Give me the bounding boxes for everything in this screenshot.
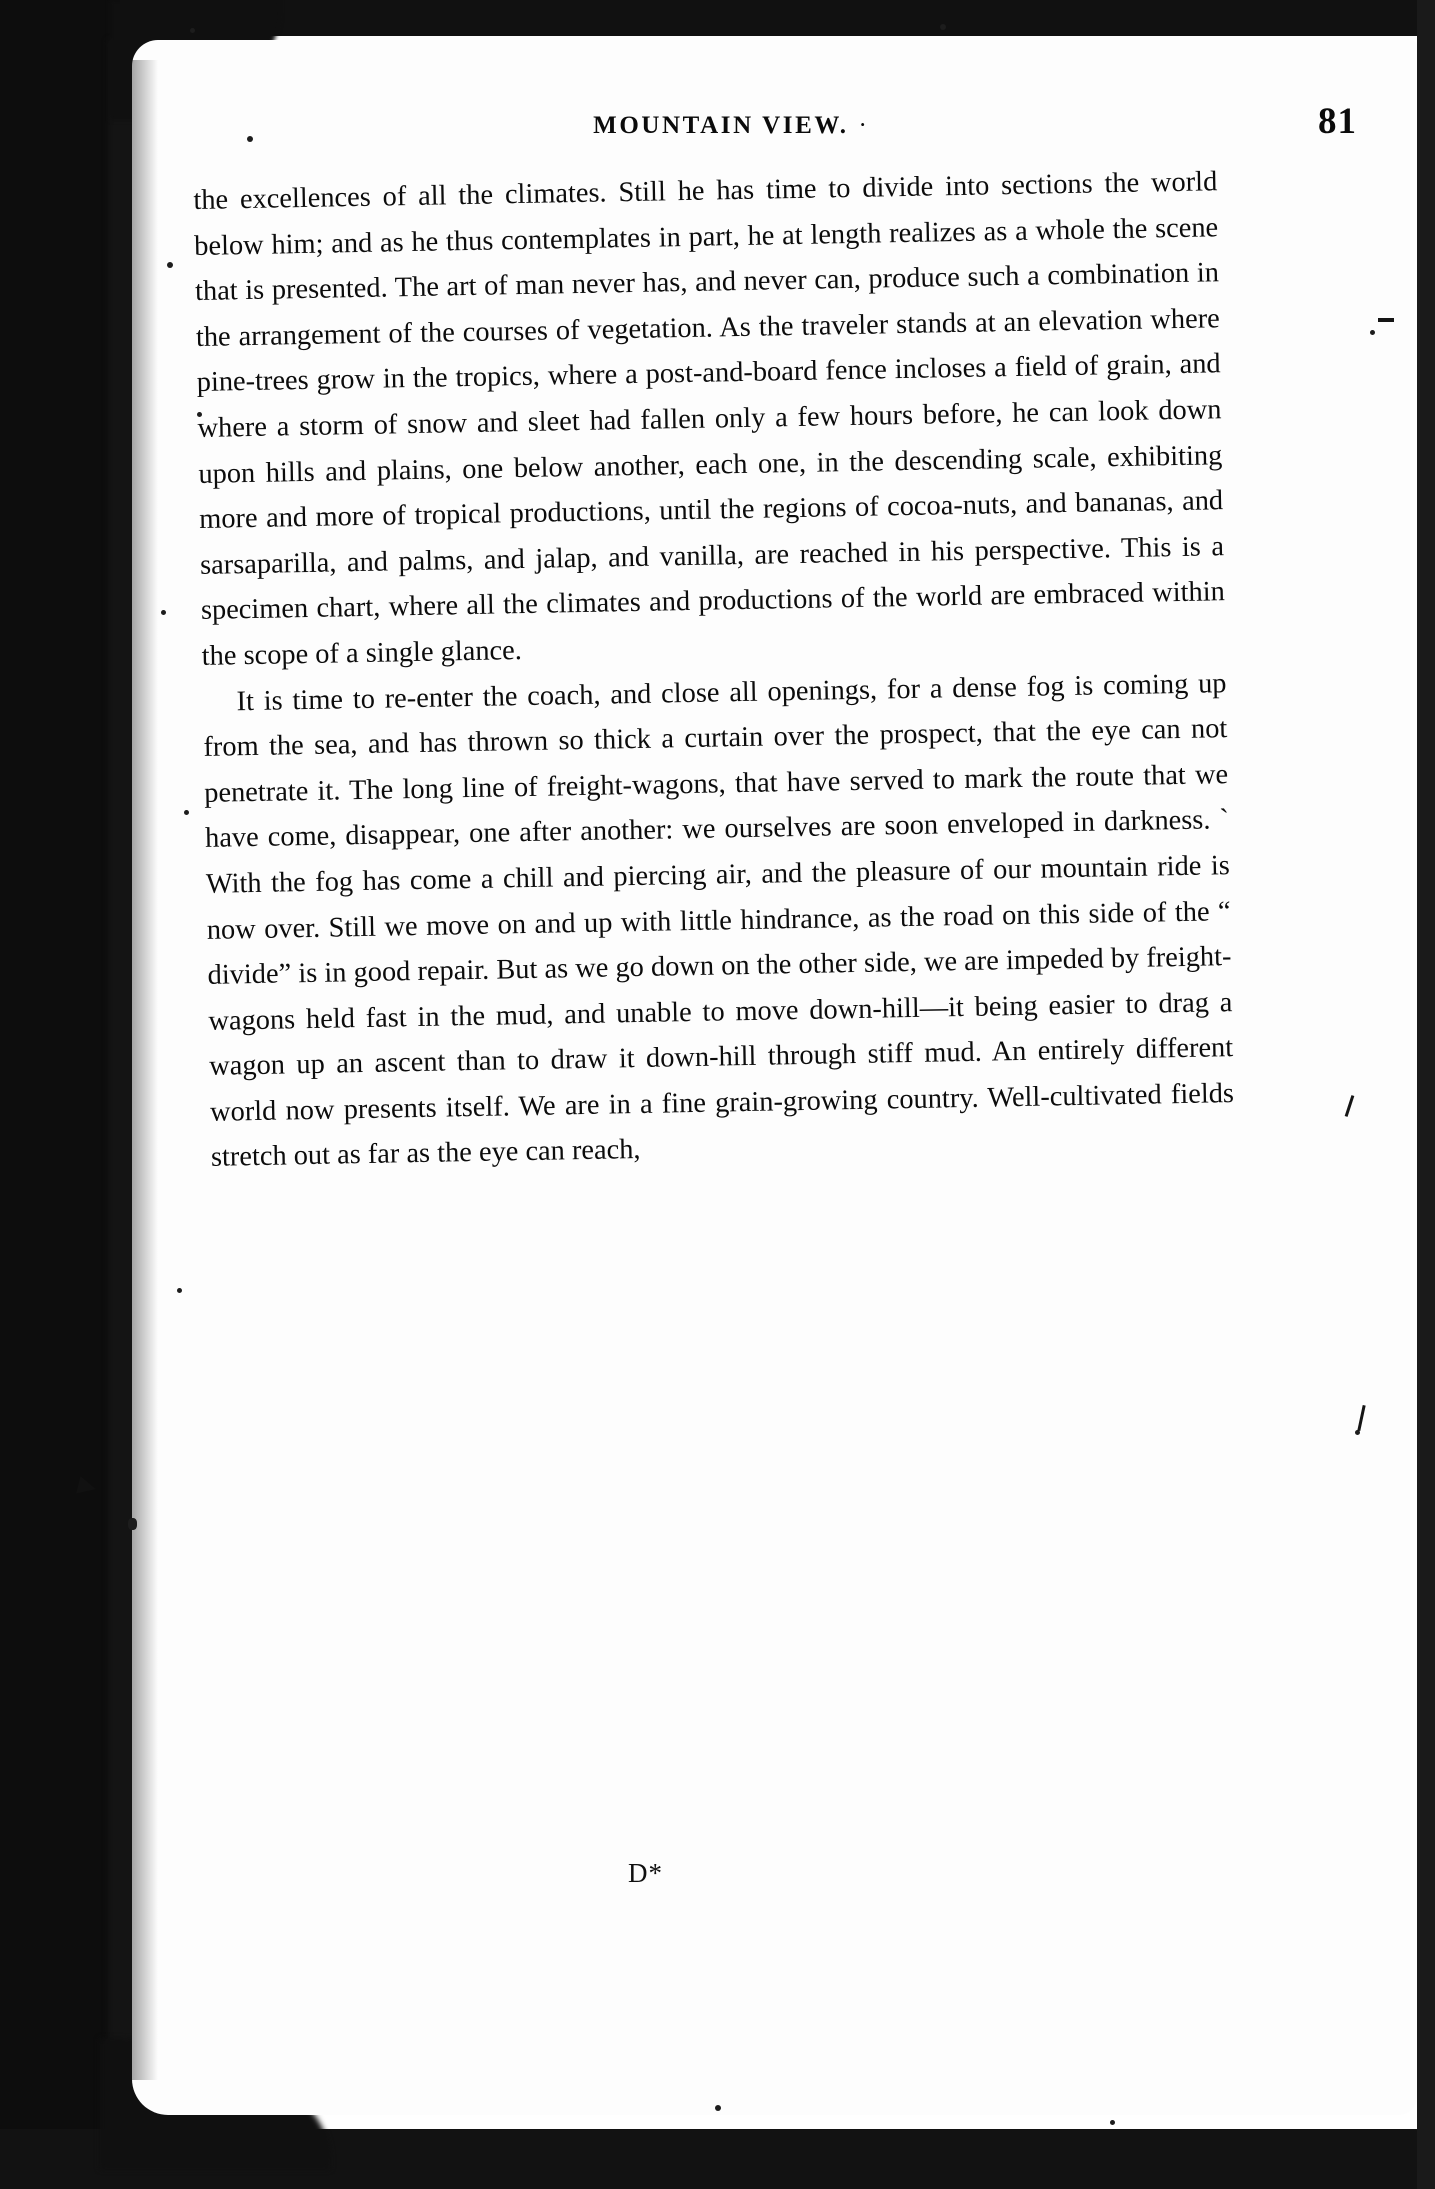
paragraph: the excellences of all the climates. Still he has time to divide into sections the world below him; and as he thus contemplates in part, he at length realizes as a whole the scene that is presented. The art of man never has, and never can, produce such a combination in the arrangement of the courses of vegetation. As the traveler stands at an elevation where pine-trees grow in the tropics, where a post-and-board fence incloses a field of grain, and where a storm of snow and sleet had fallen only a few hours before, he can look down upon hills and plains, one below another, each one, in the descending scale, exhibiting more and more of tropical productions, until the regions of cocoa-nuts, and bananas, and sarsaparilla, and palms, and jalap, and vanilla, are reached in his perspective. This is a specimen chart, where all the climates and productions of the world are embraced within the scope of a single glance. — [193, 166, 1226, 672]
margin-ink-blot — [128, 1518, 137, 1530]
running-head-title: MOUNTAIN VIEW. — [593, 112, 849, 139]
dust-speck — [715, 2105, 721, 2111]
dust-speck — [190, 28, 195, 33]
paper-gutter-shadow — [132, 60, 158, 2080]
paragraph: It is time to re-enter the coach, and close all openings, for a dense fog is coming up from the sea, and has thrown so thick a curtain over the prospect, that the eye can not penetrate it. The long line of freight-wagons, that have served to mark the route that we have come, disappear, one after another: we ourselves are soon enveloped in darkness. ` With the fog has come a chill and piercing air, and the pleasure of our mountain ride is now over. Still we move on and up with little hindrance, as the road on this side of the “ divide” is in good repair. But as we go down on the other side, we are impeded by freight-wagons held fast in the mud, and unable to move down-hill—it being easier to drag a wagon up an ascent than to draw it down-hill through stiff mud. An entirely different world now presents itself. We are in a fine grain-growing country. Well-cultivated fields stretch out as far as the eye can reach, — [203, 667, 1235, 1174]
running-head-dot: · — [858, 112, 867, 139]
running-head — [200, 112, 1260, 140]
dust-speck — [1370, 330, 1375, 335]
dust-speck — [940, 24, 946, 30]
dust-speck — [1110, 2120, 1115, 2125]
margin-tick — [1378, 318, 1394, 322]
dust-speck — [184, 810, 189, 815]
dust-speck — [161, 610, 166, 615]
scan-edge-right — [1417, 0, 1435, 2189]
scan-edge-left — [0, 0, 120, 2189]
signature-mark: D* — [628, 1858, 663, 1888]
page-number: 81 — [1318, 101, 1357, 142]
page-body-text — [193, 159, 1235, 1181]
dust-speck — [177, 1288, 182, 1293]
dust-speck — [167, 262, 173, 268]
